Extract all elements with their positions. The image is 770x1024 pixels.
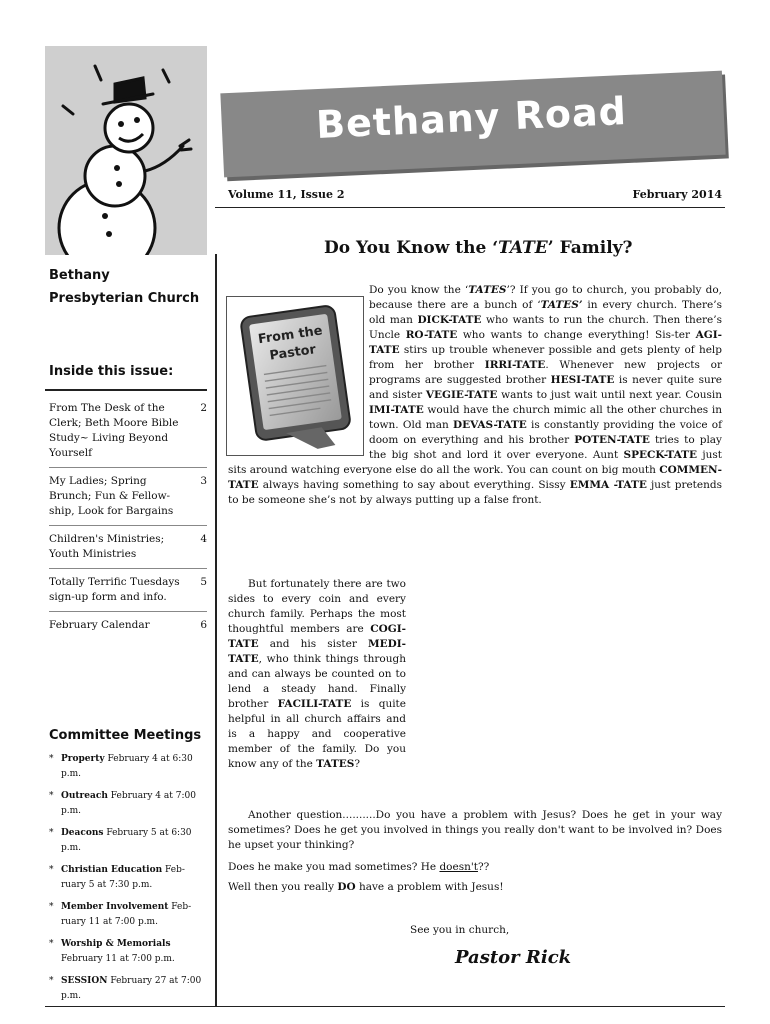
divider [215, 207, 725, 208]
toc-item-page: 3 [200, 475, 207, 487]
toc-item[interactable] [49, 575, 207, 612]
toc-item-text: From The Desk of the Clerk; Beth Moore Bible Study~ Living Beyond Yourself [49, 402, 179, 459]
divider [45, 1006, 725, 1007]
meeting-name: Christian Education [61, 865, 163, 875]
toc-item[interactable] [49, 474, 207, 526]
toc-item[interactable] [49, 618, 207, 639]
toc-item-page: 4 [200, 533, 207, 545]
toc-item-text: My Ladies; Spring Brunch; Fun & Fellow-ship, Look for Bargains [49, 475, 174, 517]
pastor-image-label-1: From the [257, 323, 324, 348]
meeting-item [49, 752, 207, 782]
meeting-time: Feb-ruary 5 at 7:30 p.m. [61, 865, 185, 890]
committee-meetings-heading: Committee Meetings [49, 728, 202, 743]
meeting-name: Property [61, 754, 105, 764]
meeting-name: SESSION [61, 976, 108, 986]
toc-item-page: 5 [200, 576, 207, 588]
pastor-image-label-2: Pastor [268, 342, 317, 364]
paragraph-text: Does he make you mad sometimes? He doesn't?? [228, 861, 490, 873]
article-paragraph [228, 880, 722, 895]
meeting-name: Worship & Memorials [61, 939, 171, 949]
table-of-contents [49, 401, 207, 645]
paragraph-text: Do you know the ‘TATES’? If you go to church, you probably do, because there are a bunch of ‘TATES’ in every church. There’s old man DICK-TATE who wants to run the church. Then there’s Uncle RO-TATE who wants to change everything! Sis-ter AGI-TATE stirs up trouble whenever possible and gets plenty of help from her brother IRRI-TATE. Whenever new projects or programs are suggested brother HESI-TATE is never quite sure and sister VEGIE-TATE wants to just wait until next year. Cousin IMI-TATE would have the church mimic all the other churches in town. Old man DEVAS-TATE is constantly providing the voice of doom on everything and his brother POTEN-TATE tries to play the big shot and lord it over everyone. Aunt SPECK-TATE just sits around watching everyone else do all the work. You can count on big mouth COMMEN-TATE always having something to say about everything. Sissy EMMA -TATE just pretends to be someone she’s not by always putting up a false front. [228, 284, 722, 506]
toc-item-text: February Calendar [49, 619, 150, 631]
newsletter-title: Bethany Road [315, 88, 628, 148]
meeting-item [49, 789, 207, 819]
church-name-line-1: Bethany [49, 268, 110, 283]
meeting-name: Outreach [61, 791, 108, 801]
meeting-time: February 27 at 7:00 p.m. [61, 976, 202, 1001]
inside-issue-heading: Inside this issue: [49, 364, 174, 379]
church-name [49, 264, 209, 310]
paragraph-text: Well then you really DO have a problem with Jesus! [228, 881, 504, 893]
meeting-time: February 4 at 7:00 p.m. [61, 791, 196, 816]
meeting-time: February 5 at 6:30 p.m. [61, 828, 192, 853]
article-paragraph [228, 577, 406, 772]
pastor-signature: Pastor Rick [455, 947, 572, 968]
meeting-item [49, 863, 207, 893]
toc-item[interactable] [49, 401, 207, 468]
meeting-item [49, 900, 207, 930]
meeting-item [49, 937, 207, 967]
issue-date: February 2014 [632, 188, 722, 201]
meeting-time: Feb-ruary 11 at 7:00 p.m. [61, 902, 192, 927]
meeting-time: February 4 at 6:30 p.m. [61, 754, 193, 779]
snowman-icon [45, 46, 207, 255]
toc-item-text: Children's Ministries; Youth Ministries [49, 533, 165, 560]
meeting-item [49, 974, 207, 1004]
paragraph-text: But fortunately there are two sides to every coin and every church family. Perhaps the most thoughtful members are COGI-TATE and his sister MEDI-TATE, who think things through and can always be counted on to lend a steady hand. Finally brother FACILI-TATE is quite helpful in all church affairs and is a happy and cooperative member of the family. Do you know any of the TATES? [228, 578, 406, 770]
meeting-time: February 11 at 7:00 p.m. [61, 954, 175, 964]
article-paragraph [228, 860, 722, 875]
sidebar-divider [215, 254, 217, 1006]
meeting-name: Member Involvement [61, 902, 169, 912]
toc-item-page: 6 [200, 619, 207, 631]
toc-item-text: Totally Terrific Tuesdays sign-up form and info. [49, 576, 180, 603]
sidebar-artwork [45, 46, 207, 255]
church-name-line-2: Presbyterian Church [49, 291, 200, 306]
closing-line: See you in church, [410, 924, 510, 936]
divider [45, 389, 207, 391]
meeting-item [49, 826, 207, 856]
article-paragraph: Another question..........Do you have a problem with Jesus? Does he get in your way sometimes? Does he get you involved in things you really don't want to be involved in? Does he upset your thinking? [228, 809, 722, 851]
from-the-pastor-image [226, 296, 364, 456]
toc-item-page: 2 [200, 402, 207, 414]
issue-number: Volume 11, Issue 2 [228, 188, 345, 201]
toc-item[interactable] [49, 532, 207, 569]
meeting-name: Deacons [61, 828, 104, 838]
committee-meetings-list [49, 752, 207, 1011]
article-headline: Do You Know the ‘TATE’ Family? [324, 238, 633, 258]
